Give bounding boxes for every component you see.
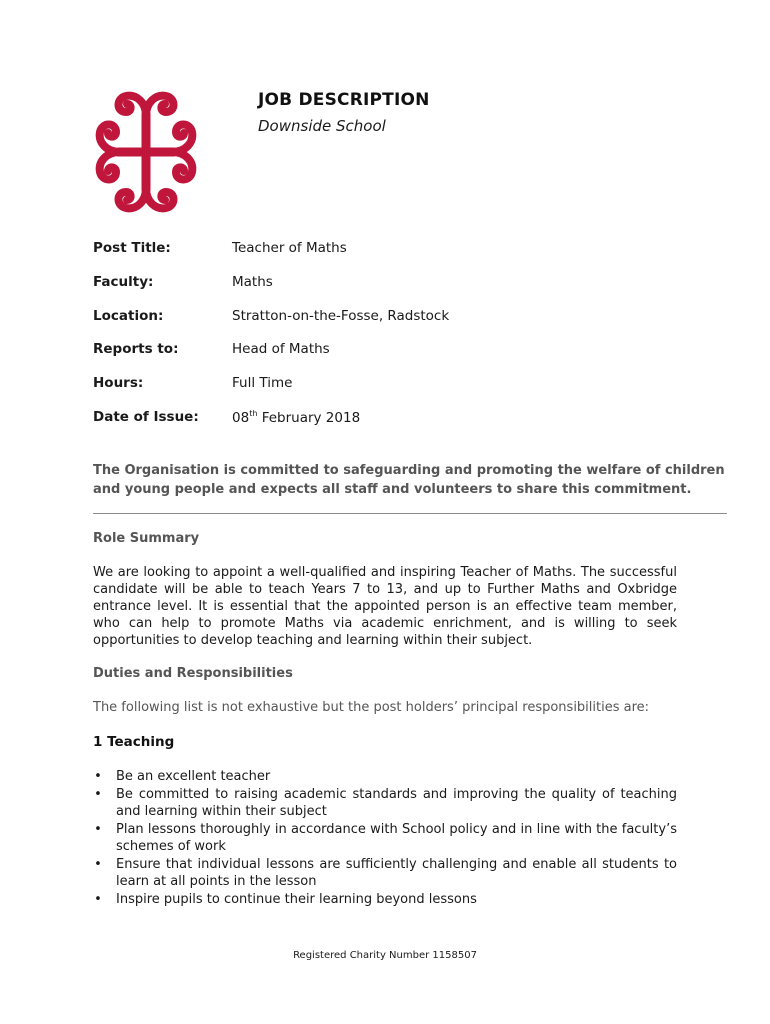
detail-value: Head of Maths: [232, 341, 330, 358]
detail-value: Maths: [232, 273, 273, 290]
divider: [93, 513, 727, 514]
list-item: [93, 856, 677, 890]
teaching-duties-list: [93, 768, 677, 909]
detail-value: Full Time: [232, 375, 293, 392]
duties-intro: The following list is not exhaustive but the post holders’ principal responsibilities are:: [93, 700, 650, 715]
date-ordinal-suffix: th: [249, 408, 258, 418]
detail-label: Reports to:: [93, 341, 179, 358]
bullet-icon: •: [94, 822, 102, 837]
bullet-icon: •: [94, 769, 102, 784]
detail-label: Location:: [93, 307, 164, 324]
detail-row-post-title: [93, 240, 733, 274]
detail-row-location: [93, 308, 733, 342]
bullet-icon: •: [94, 892, 102, 907]
list-item-text: Be committed to raising academic standards and improving the quality of teaching and learning within their subject: [116, 787, 677, 819]
detail-row-faculty: [93, 274, 733, 308]
safeguarding-statement: The Organisation is committed to safeguarding and promoting the welfare of children and young people and expects all staff and volunteers to share this commitment.: [93, 463, 725, 497]
list-item-text: Ensure that individual lessons are sufficiently challenging and enable all students to learn at all points in the lesson: [116, 857, 677, 889]
bullet-icon: •: [94, 857, 102, 872]
detail-row-hours: [93, 375, 733, 409]
detail-label: Post Title:: [93, 240, 171, 256]
school-name: Downside School: [258, 117, 386, 135]
list-item-text: Be an excellent teacher: [116, 769, 271, 784]
detail-value: Stratton-on-the-Fosse, Radstock: [232, 307, 450, 324]
cross-logo-icon: [92, 86, 200, 216]
role-summary-text: We are looking to appoint a well-qualified and inspiring Teacher of Maths. The successful candidate will be able to teach Years 7 to 13, and up to Further Maths and Oxbridge entrance level. It is essential that the appointed person is an effective team member, who can help to promote Maths via academic enrichment, and is willing to seek opportunities to develop teaching and learning within their subject.: [93, 565, 677, 648]
list-item-text: Plan lessons thoroughly in accordance with School policy and in line with the faculty’s schemes of work: [116, 822, 677, 854]
teaching-heading: 1 Teaching: [93, 734, 175, 750]
post-details: [93, 240, 733, 443]
detail-value: Teacher of Maths: [232, 240, 347, 256]
detail-label: Hours:: [93, 375, 144, 392]
role-summary-heading: Role Summary: [93, 531, 200, 546]
list-item: [93, 786, 677, 820]
date-rest: February 2018: [257, 409, 361, 426]
date-day: 08: [232, 409, 250, 426]
duties-heading: Duties and Responsibilities: [93, 666, 293, 681]
footer-charity-number: Registered Charity Number 1158507: [293, 950, 477, 961]
detail-row-date-of-issue: [93, 409, 733, 443]
detail-value-date: [232, 409, 360, 426]
document-title: JOB DESCRIPTION: [258, 90, 430, 110]
document-heading: [258, 90, 430, 135]
list-item: [93, 821, 677, 855]
bullet-icon: •: [94, 787, 102, 802]
list-item: [93, 768, 677, 785]
detail-row-reports-to: [93, 341, 733, 375]
detail-label: Date of Issue:: [93, 408, 199, 425]
detail-label: Faculty:: [93, 273, 154, 290]
list-item: [93, 891, 677, 908]
list-item-text: Inspire pupils to continue their learning beyond lessons: [116, 892, 477, 907]
